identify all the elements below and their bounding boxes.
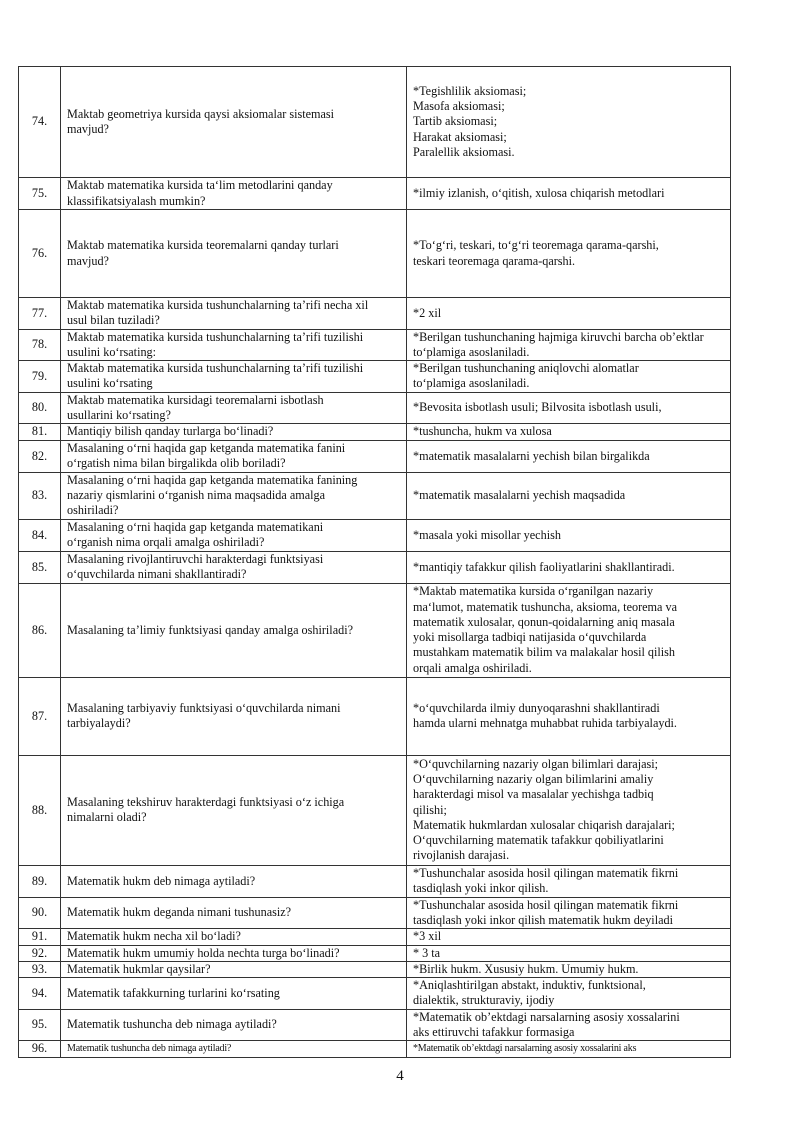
question-cell: Matematik tushuncha deb nimaga aytiladi? bbox=[61, 1041, 407, 1057]
row-number: 74. bbox=[19, 67, 61, 178]
table-row bbox=[19, 440, 731, 472]
table-row bbox=[19, 978, 731, 1010]
question-cell: Matematik hukmlar qaysilar? bbox=[61, 961, 407, 977]
question-cell: Matematik tushuncha deb nimaga aytiladi? bbox=[61, 1009, 407, 1041]
table-row bbox=[19, 424, 731, 440]
answer-cell: *masala yoki misollar yechish bbox=[407, 519, 731, 551]
answer-cell: *oʻquvchilarda ilmiy dunyoqarashni shakllantiradi hamda ularni mehnatga muhabbat ruhida tarbiyalaydi. bbox=[407, 677, 731, 755]
row-number: 92. bbox=[19, 945, 61, 961]
row-number: 79. bbox=[19, 361, 61, 393]
question-cell: Masalaning oʻrni haqida gap ketganda matematika fanining nazariy qismlarini oʻrganish nima maqsadida amalga oshiriladi? bbox=[61, 472, 407, 519]
table-row bbox=[19, 67, 731, 178]
table-row bbox=[19, 583, 731, 677]
row-number: 75. bbox=[19, 178, 61, 210]
table-row bbox=[19, 361, 731, 393]
table-row bbox=[19, 210, 731, 298]
answer-cell: *matematik masalalarni yechish maqsadida bbox=[407, 472, 731, 519]
row-number: 85. bbox=[19, 551, 61, 583]
answer-cell: *2 xil bbox=[407, 298, 731, 330]
question-answer-table bbox=[18, 66, 731, 1058]
row-number: 96. bbox=[19, 1041, 61, 1057]
table-row bbox=[19, 755, 731, 865]
question-cell: Masalaning rivojlantiruvchi harakterdagi funktsiyasi oʻquvchilarda nimani shakllantiradi? bbox=[61, 551, 407, 583]
table-row bbox=[19, 961, 731, 977]
table-row bbox=[19, 392, 731, 424]
table-row bbox=[19, 329, 731, 361]
table-row bbox=[19, 945, 731, 961]
row-number: 88. bbox=[19, 755, 61, 865]
answer-cell: *Birlik hukm. Xususiy hukm. Umumiy hukm. bbox=[407, 961, 731, 977]
answer-cell: *Tegishlilik aksiomasi; Masofa aksiomasi; Tartib aksiomasi; Harakat aksiomasi; Paralellik aksiomasi. bbox=[407, 67, 731, 178]
question-cell: Masalaning tarbiyaviy funktsiyasi oʻquvchilarda nimani tarbiyalaydi? bbox=[61, 677, 407, 755]
answer-cell: *Toʻgʻri, teskari, toʻgʻri teoremaga qarama-qarshi, teskari teoremaga qarama-qarshi. bbox=[407, 210, 731, 298]
question-cell: Masalaning oʻrni haqida gap ketganda matematika fanini oʻrgatish nima bilan birgalikda olib boriladi? bbox=[61, 440, 407, 472]
table-row bbox=[19, 1041, 731, 1057]
question-cell: Masalaning oʻrni haqida gap ketganda matematikani oʻrganish nima orqali amalga oshiriladi? bbox=[61, 519, 407, 551]
question-cell: Maktab matematika kursida taʻlim metodlarini qanday klassifikatsiyalash mumkin? bbox=[61, 178, 407, 210]
answer-cell: *ilmiy izlanish, oʻqitish, xulosa chiqarish metodlari bbox=[407, 178, 731, 210]
table-row bbox=[19, 897, 731, 929]
question-cell: Matematik hukm deganda nimani tushunasiz? bbox=[61, 897, 407, 929]
row-number: 83. bbox=[19, 472, 61, 519]
row-number: 76. bbox=[19, 210, 61, 298]
row-number: 81. bbox=[19, 424, 61, 440]
answer-cell: * 3 ta bbox=[407, 945, 731, 961]
table-row bbox=[19, 472, 731, 519]
page-number: 4 bbox=[396, 1068, 404, 1084]
answer-cell: *Oʻquvchilarning nazariy olgan bilimlari darajasi; Oʻquvchilarning nazariy olgan bilimlarini amaliy harakterdagi misol va masalalar yechishga tadbiq qilishi; Matematik hukmlardan xulosalar chiqarish darajalari; Oʻquvchilarning matematik tafakkur qobiliyatlarini rivojlanish darajasi. bbox=[407, 755, 731, 865]
question-cell: Maktab matematika kursida teoremalarni qanday turlari mavjud? bbox=[61, 210, 407, 298]
row-number: 91. bbox=[19, 929, 61, 945]
answer-cell: *Berilgan tushunchaning hajmiga kiruvchi barcha obʼektlar toʻplamiga asoslaniladi. bbox=[407, 329, 731, 361]
answer-cell: *Matematik obʼektdagi narsalarning asosiy xossalarini aks ettiruvchi tafakkur formasiga bbox=[407, 1009, 731, 1041]
answer-cell: *Maktab matematika kursida oʻrganilgan nazariy maʻlumot, matematik tushuncha, aksioma, teorema va matematik xulosalar, qonun-qoidalarning aniq masala yoki misollarga tadbiqi natijasida oʻquvchilarda mustahkam matematik bilim va malakalar hosil qilish orqali amalga oshiriladi. bbox=[407, 583, 731, 677]
question-cell: Matematik hukm umumiy holda nechta turga boʻlinadi? bbox=[61, 945, 407, 961]
table-row bbox=[19, 929, 731, 945]
answer-cell: *Matematik obʼektdagi narsalarning asosiy xossalarini aks bbox=[407, 1041, 731, 1057]
row-number: 84. bbox=[19, 519, 61, 551]
row-number: 86. bbox=[19, 583, 61, 677]
table-row bbox=[19, 1009, 731, 1041]
question-cell: Matematik tafakkurning turlarini koʻrsating bbox=[61, 978, 407, 1010]
row-number: 94. bbox=[19, 978, 61, 1010]
question-cell: Matematik hukm necha xil boʻladi? bbox=[61, 929, 407, 945]
question-cell: Maktab matematika kursida tushunchalarning taʼrifi tuzilishi usulini koʻrsating bbox=[61, 361, 407, 393]
table-row bbox=[19, 298, 731, 330]
table-row bbox=[19, 865, 731, 897]
table-row bbox=[19, 178, 731, 210]
answer-cell: *Berilgan tushunchaning aniqlovchi alomatlar toʻplamiga asoslaniladi. bbox=[407, 361, 731, 393]
row-number: 87. bbox=[19, 677, 61, 755]
table-row bbox=[19, 551, 731, 583]
row-number: 80. bbox=[19, 392, 61, 424]
row-number: 95. bbox=[19, 1009, 61, 1041]
row-number: 77. bbox=[19, 298, 61, 330]
answer-cell: *Tushunchalar asosida hosil qilingan matematik fikrni tasdiqlash yoki inkor qilish. bbox=[407, 865, 731, 897]
answer-cell: *mantiqiy tafakkur qilish faoliyatlarini shakllantiradi. bbox=[407, 551, 731, 583]
table-body bbox=[19, 67, 731, 1058]
row-number: 89. bbox=[19, 865, 61, 897]
answer-cell: *Tushunchalar asosida hosil qilingan matematik fikrni tasdiqlash yoki inkor qilish matematik hukm deyiladi bbox=[407, 897, 731, 929]
question-cell: Maktab matematika kursidagi teoremalarni isbotlash usullarini koʻrsating? bbox=[61, 392, 407, 424]
table-row bbox=[19, 677, 731, 755]
answer-cell: *3 xil bbox=[407, 929, 731, 945]
answer-cell: *Bevosita isbotlash usuli; Bilvosita isbotlash usuli, bbox=[407, 392, 731, 424]
answer-cell: *matematik masalalarni yechish bilan birgalikda bbox=[407, 440, 731, 472]
question-cell: Maktab matematika kursida tushunchalarning taʼrifi tuzilishi usulini koʻrsating: bbox=[61, 329, 407, 361]
answer-cell: *Aniqlashtirilgan abstakt, induktiv, funktsional, dialektik, strukturaviy, ijodiy bbox=[407, 978, 731, 1010]
row-number: 90. bbox=[19, 897, 61, 929]
row-number: 93. bbox=[19, 961, 61, 977]
question-cell: Maktab matematika kursida tushunchalarning taʼrifi necha xil usul bilan tuziladi? bbox=[61, 298, 407, 330]
table-row bbox=[19, 519, 731, 551]
answer-cell: *tushuncha, hukm va xulosa bbox=[407, 424, 731, 440]
question-cell: Masalaning taʼlimiy funktsiyasi qanday amalga oshiriladi? bbox=[61, 583, 407, 677]
row-number: 78. bbox=[19, 329, 61, 361]
row-number: 82. bbox=[19, 440, 61, 472]
question-cell: Mantiqiy bilish qanday turlarga boʻlinadi? bbox=[61, 424, 407, 440]
question-cell: Maktab geometriya kursida qaysi aksiomalar sistemasi mavjud? bbox=[61, 67, 407, 178]
question-cell: Matematik hukm deb nimaga aytiladi? bbox=[61, 865, 407, 897]
question-cell: Masalaning tekshiruv harakterdagi funktsiyasi oʻz ichiga nimalarni oladi? bbox=[61, 755, 407, 865]
